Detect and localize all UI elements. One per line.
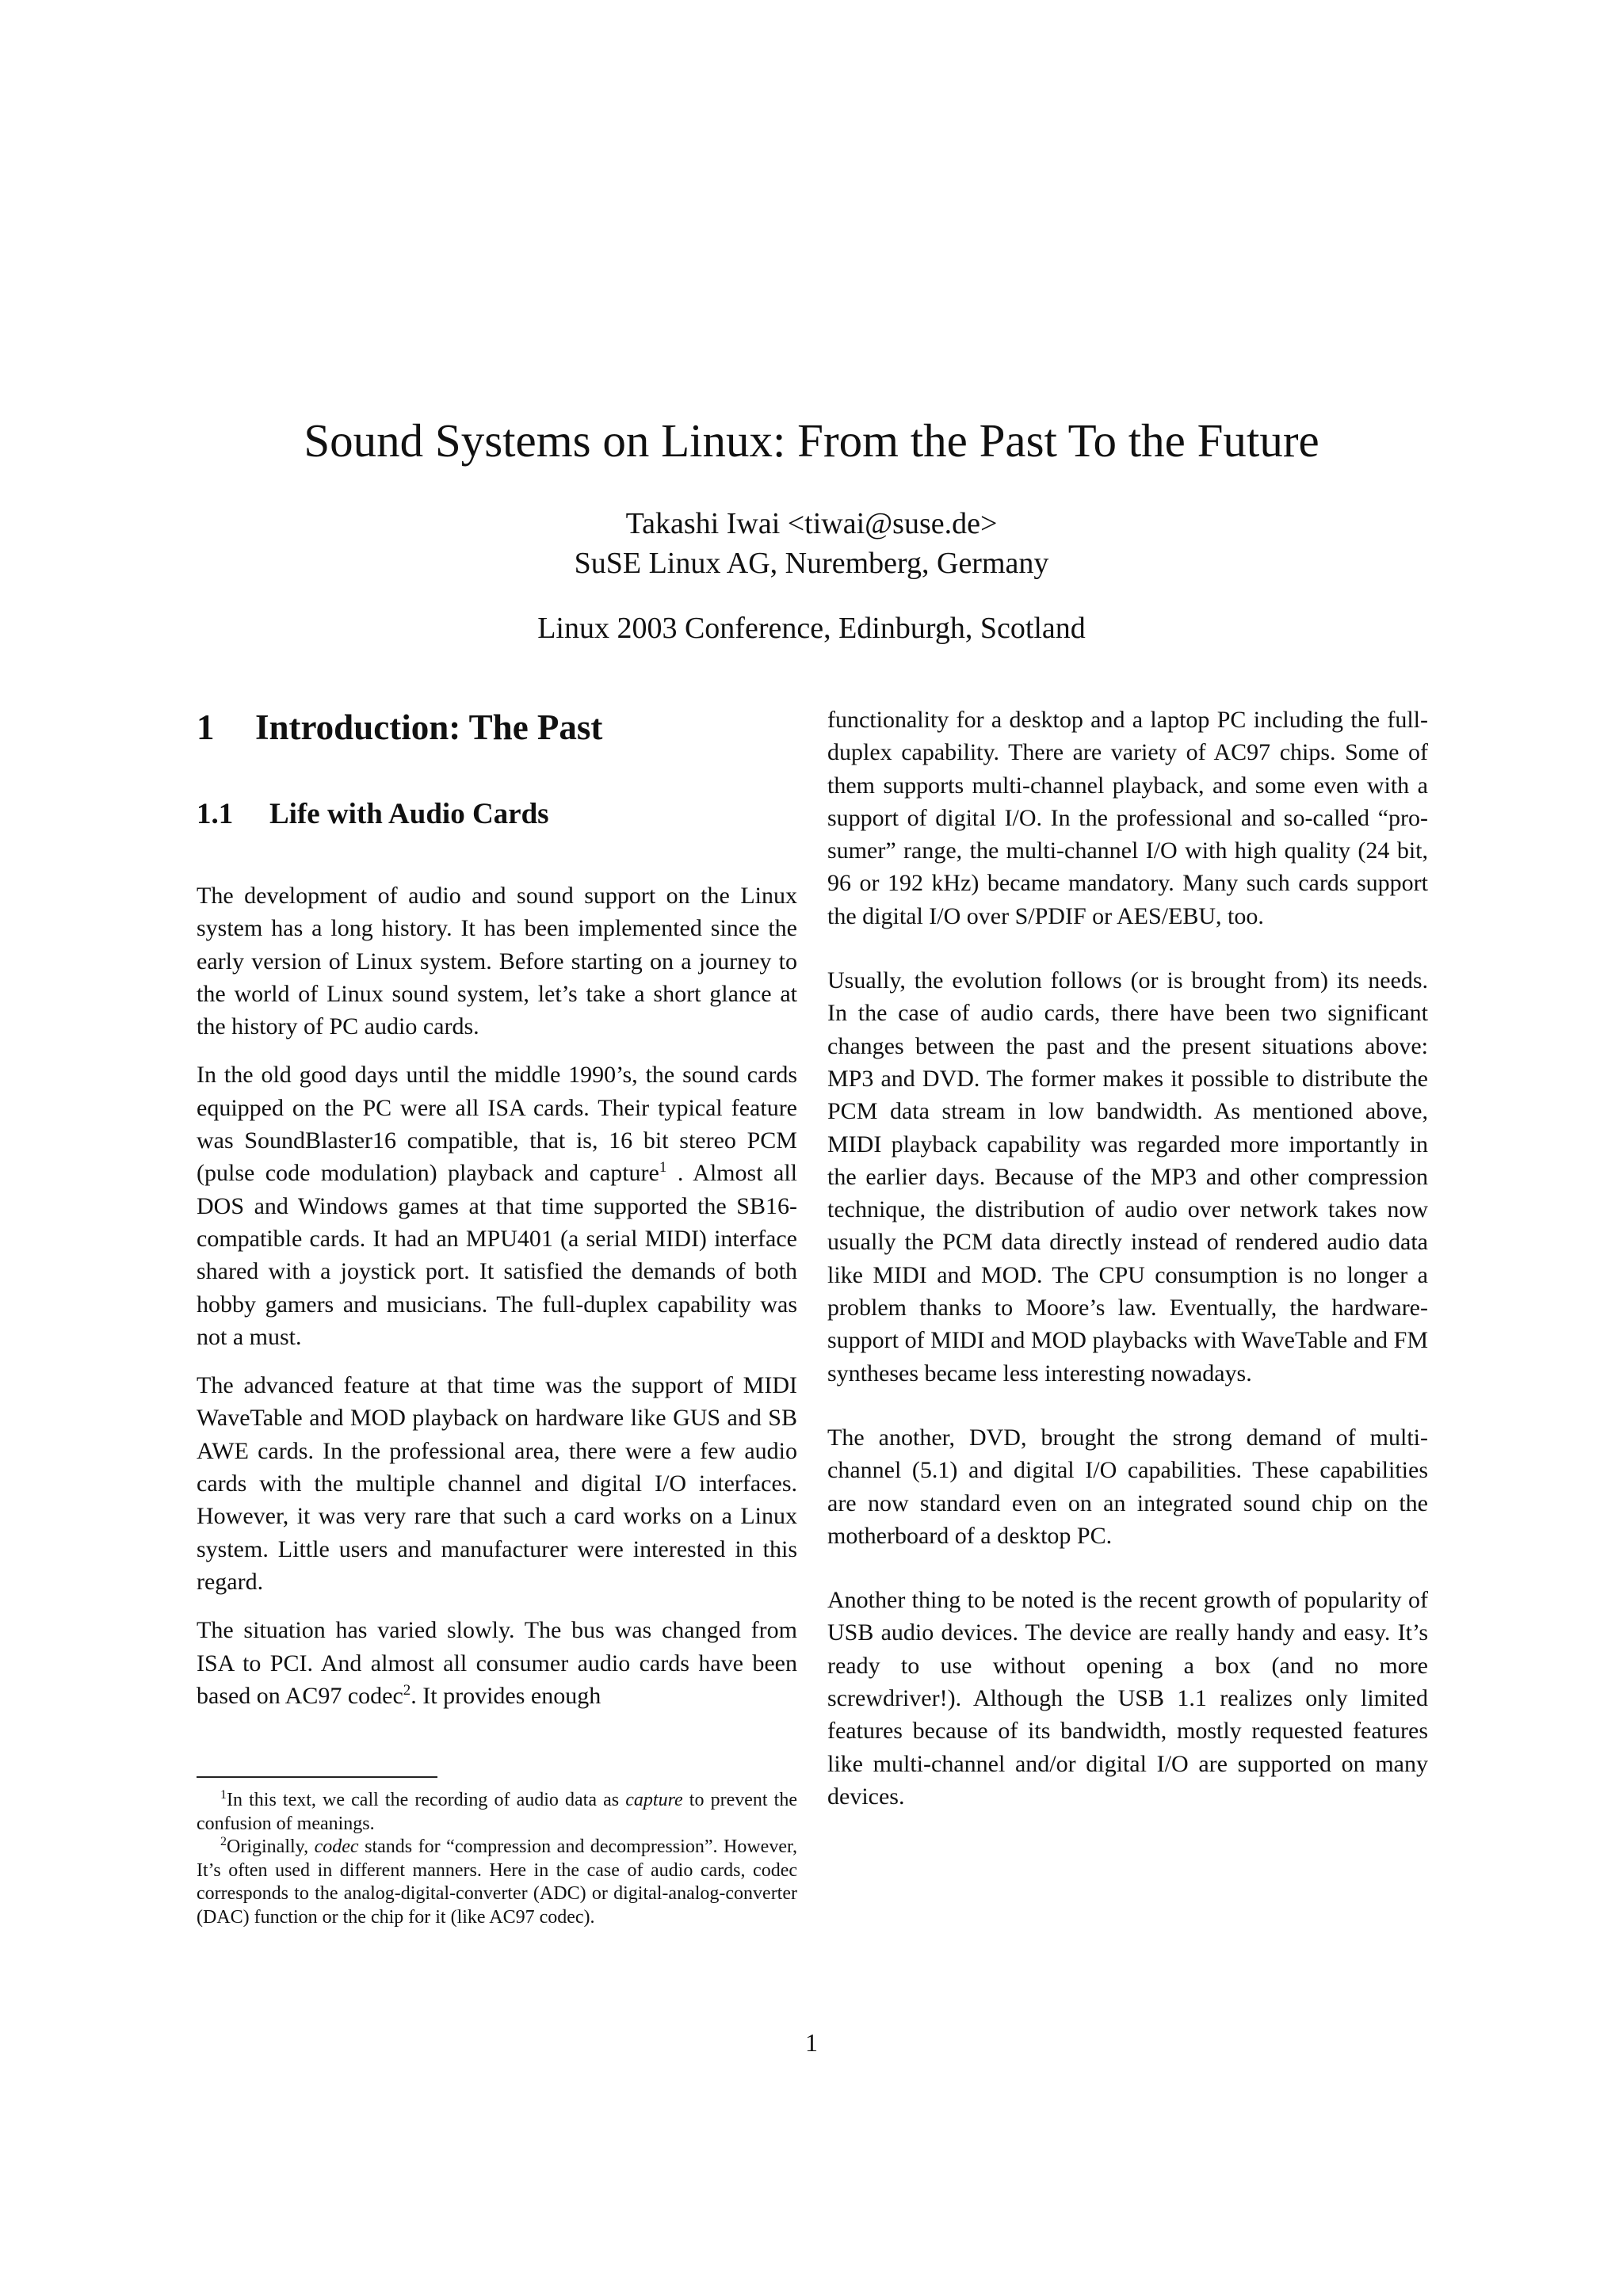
paragraph: The advanced feature at that time was the support of MIDI WaveTable and MOD playback on hardware like GUS and SB AWE cards. In the professional area, there were a few audio cards with the multiple channel and digital I/O interfaces. However, it was very rare that such a card works on a Linux system. Little users and manufacturer were interested in this regard. (197, 1372, 797, 1595)
footnote-text: to prevent the confusion of meanings. (197, 1790, 798, 1834)
paragraph-text: . It provides enough (411, 1682, 601, 1709)
page-number: 1 (805, 2028, 818, 2057)
paragraph (197, 1058, 797, 1353)
paper-title: Sound Systems on Linux: From the Past To the Future (304, 414, 1319, 467)
paragraph (197, 1614, 797, 1712)
left-column (197, 704, 797, 1728)
footnote-number: 2 (220, 1835, 227, 1848)
subsection-number: 1.1 (197, 798, 234, 830)
section-title: Introduction: The Past (255, 707, 603, 747)
footnotes (197, 1789, 797, 1929)
paragraph: Another thing to be noted is the recent growth of popularity of USB audio devices. The device are really handy and easy. It’s ready to use without opening a box (and no more screwdriver!). Although the USB 1.1 realizes only limited features because of its bandwidth, mostly requested features like multi-channel and/or digital I/O are supported on many devices. (827, 1587, 1428, 1810)
paragraph: The development of audio and sound support on the Linux system has a long history. It has been implemented since the early version of Linux system. Before starting on a journey to the world of Linux sound system, let’s take a short glance at the history of PC audio cards. (197, 883, 797, 1040)
paragraph-text: In the old good days until the middle 1990’s, the sound cards equipped on the PC were all ISA cards. Their typical feature was SoundBlaster16 compatible, that is, 16 bit stereo PCM (pulse code modulation) playback and capture (197, 1062, 797, 1187)
paragraph-text: . Almost all DOS and Windows games at that time supported the SB16-compatible cards. It had an MPU401 (a serial MIDI) interface shared with a joystick port. It satisfied the demands of both hobby gamers and musicians. The full-duplex capability was not a must. (197, 1160, 797, 1350)
paragraph-text: The situation has varied slowly. The bus was changed from ISA to PCI. And almost all consumer audio cards have been based on AC97 codec (197, 1617, 797, 1709)
paragraph: The another, DVD, brought the strong demand of multi-channel (5.1) and digital I/O capabilities. These capabilities are now standard even on an integrated sound chip on the motherboard of a desktop PC. (827, 1424, 1428, 1549)
footnote (197, 1836, 797, 1929)
footnote (197, 1789, 797, 1836)
footnote-text: In this text, we call the recording of audio data as (227, 1790, 626, 1810)
footnote-emphasis: capture (625, 1790, 683, 1810)
affiliation: SuSE Linux AG, Nuremberg, Germany (574, 547, 1049, 580)
footnote-mark: 1 (659, 1159, 667, 1177)
right-column (827, 704, 1428, 1844)
subsection-title: Life with Audio Cards (269, 798, 549, 830)
author-line: Takashi Iwai <tiwai@suse.de> (625, 507, 998, 540)
footnote-mark: 2 (403, 1681, 411, 1699)
venue-line: Linux 2003 Conference, Edinburgh, Scotland (537, 612, 1086, 645)
section-number: 1 (197, 707, 215, 747)
subsection-heading (197, 795, 797, 833)
footnote-rule (197, 1776, 437, 1778)
footnote-number: 1 (220, 1788, 227, 1802)
footnote-text: stands for “compression and decompression”. However, It’s often used in different manners. Here in the case of audio cards, codec corresponds to the analog-digital-converter (ADC) or digital-analog-converter (DAC) function or the chip for it (like AC97 codec). (197, 1836, 797, 1928)
footnote-text: Originally, (227, 1836, 315, 1857)
author-block (0, 504, 1623, 583)
paragraph: Usually, the evolution follows (or is brought from) its needs. In the case of audio cards, there have been two significant changes between the past and the present situations above: MP3 and DVD. The former makes it possible to distribute the PCM data stream in low bandwidth. As mentioned above, MIDI playback capability was regarded more importantly in the earlier days. Because of the MP3 and other compression technique, the distribution of audio over network takes now usually the PCM data directly instead of rendered audio data like MIDI and MOD. The CPU consumption is no longer a problem thanks to Moore’s law. Eventually, the hardware-support of MIDI and MOD playbacks with WaveTable and FM syntheses became less interesting nowadays. (827, 967, 1428, 1386)
paragraph: functionality for a desktop and a laptop PC including the full-duplex capability. There are variety of AC97 chips. Some of them supports multi-channel playback, and some even with a support of digital I/O. In the professional and so-called “pro-sumer” range, the multi-channel I/O with high quality (24 bit, 96 or 192 kHz) became mandatory. Many such cards support the digital I/O over S/PDIF or AES/EBU, too. (827, 707, 1428, 929)
footnote-emphasis: codec (314, 1836, 359, 1857)
section-heading (197, 704, 797, 751)
